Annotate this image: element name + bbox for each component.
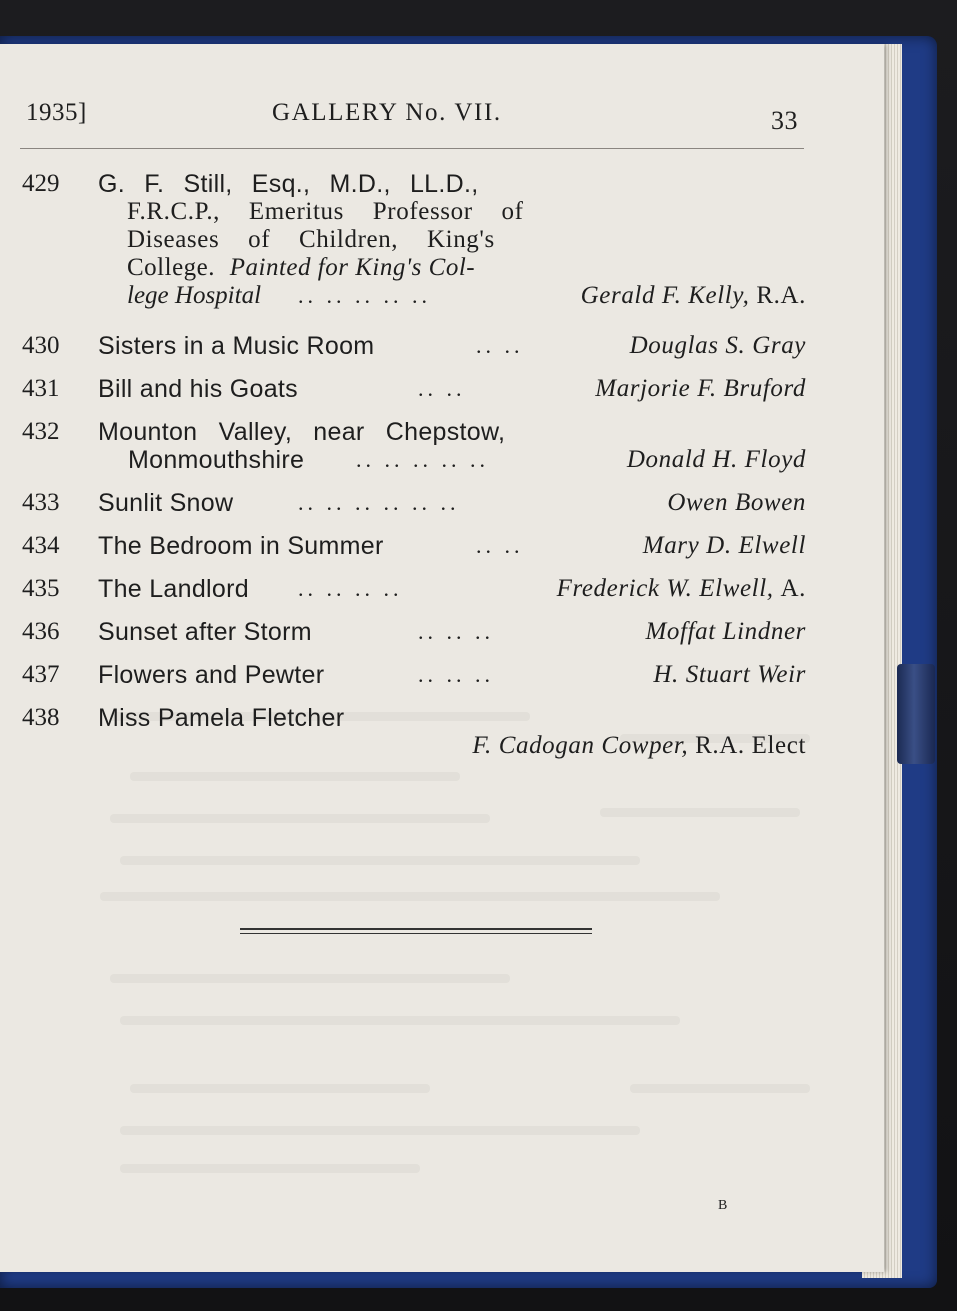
entry-number: 434 xyxy=(22,532,60,559)
entry-artist: Moffat Lindner xyxy=(645,618,806,645)
entry-number: 438 xyxy=(22,704,60,731)
entry-433 xyxy=(0,485,884,521)
artist-suffix: R.A. xyxy=(756,282,806,309)
entry-434 xyxy=(0,528,884,564)
artist-suffix: A. xyxy=(780,575,806,602)
entry-438 xyxy=(0,700,884,764)
entry-artist: Mary D. Elwell xyxy=(642,532,806,559)
entry-title: Bill and his Goats xyxy=(98,375,298,403)
entry-432 xyxy=(0,414,884,478)
page-number: 33 xyxy=(771,106,798,135)
header-year: 1935] xyxy=(26,99,87,126)
entry-437 xyxy=(0,657,884,693)
entry-title: Sisters in a Music Room xyxy=(98,332,375,360)
entry-description-line xyxy=(127,254,475,282)
entry-431 xyxy=(0,371,884,407)
entry-title: The Bedroom in Summer xyxy=(98,532,384,560)
entry-artist xyxy=(581,282,806,310)
entry-description-italic: lege Hospital xyxy=(127,282,262,309)
dot-leaders: .. .. .. .. xyxy=(298,576,403,601)
entry-artist: Marjorie F. Bruford xyxy=(595,375,806,402)
entry-number: 435 xyxy=(22,575,60,602)
catalogue-page xyxy=(0,44,884,1272)
entry-description-italic: Painted for King's Col- xyxy=(229,254,476,281)
entry-title: Miss Pamela Fletcher xyxy=(98,704,345,732)
dot-leaders: .. .. .. .. .. xyxy=(356,447,489,472)
entry-435 xyxy=(0,571,884,607)
entry-number: 429 xyxy=(22,170,60,197)
entry-title: Flowers and Pewter xyxy=(98,661,325,689)
dot-leaders: .. .. .. .. .. .. xyxy=(298,490,460,515)
entry-artist: Owen Bowen xyxy=(667,489,806,516)
entry-artist: Donald H. Floyd xyxy=(626,446,806,473)
entry-436 xyxy=(0,614,884,650)
artist-suffix: R.A. Elect xyxy=(695,732,806,759)
entry-description-text: College. xyxy=(127,254,216,281)
entry-description-line: Diseases of Children, King's xyxy=(127,226,495,253)
entry-number: 437 xyxy=(22,661,60,688)
entry-title: Mounton Valley, near Chepstow, xyxy=(98,418,506,446)
signature-mark: B xyxy=(718,1198,728,1213)
entry-description-line: F.R.C.P., Emeritus Professor of xyxy=(127,198,524,225)
entry-title-continued: Monmouthshire xyxy=(128,446,305,474)
dot-leaders: .. .. .. xyxy=(418,662,494,687)
entry-title-line: G. F. Still, Esq., M.D., LL.D., xyxy=(98,170,479,198)
entry-artist xyxy=(557,575,806,603)
artist-name: Gerald F. Kelly, xyxy=(580,282,750,309)
dot-leaders: .. .. xyxy=(476,533,524,558)
dot-leaders: .. .. .. .. .. xyxy=(298,283,431,308)
entry-number: 430 xyxy=(22,332,60,359)
entry-number: 433 xyxy=(22,489,60,516)
dot-leaders: .. .. .. xyxy=(418,619,494,644)
header-rule xyxy=(20,148,804,149)
artist-name: F. Cadogan Cowper, xyxy=(472,732,689,759)
header-gallery-title: GALLERY No. VII. xyxy=(272,99,502,126)
entry-number: 436 xyxy=(22,618,60,645)
dot-leaders: .. .. xyxy=(476,333,524,358)
entry-title: Sunlit Snow xyxy=(98,489,234,517)
entry-title: The Landlord xyxy=(98,575,249,603)
end-double-rule xyxy=(240,928,592,934)
artist-name: Frederick W. Elwell, xyxy=(556,575,774,602)
entry-artist: Douglas S. Gray xyxy=(629,332,806,359)
entry-number: 432 xyxy=(22,418,60,445)
entry-title: Sunset after Storm xyxy=(98,618,312,646)
entry-429 xyxy=(0,166,884,316)
entry-artist xyxy=(472,732,806,760)
entry-number: 431 xyxy=(22,375,60,402)
dot-leaders: .. .. xyxy=(418,376,466,401)
entry-artist: H. Stuart Weir xyxy=(653,661,806,688)
bookmark-ribbon xyxy=(897,664,935,764)
entry-430 xyxy=(0,328,884,364)
